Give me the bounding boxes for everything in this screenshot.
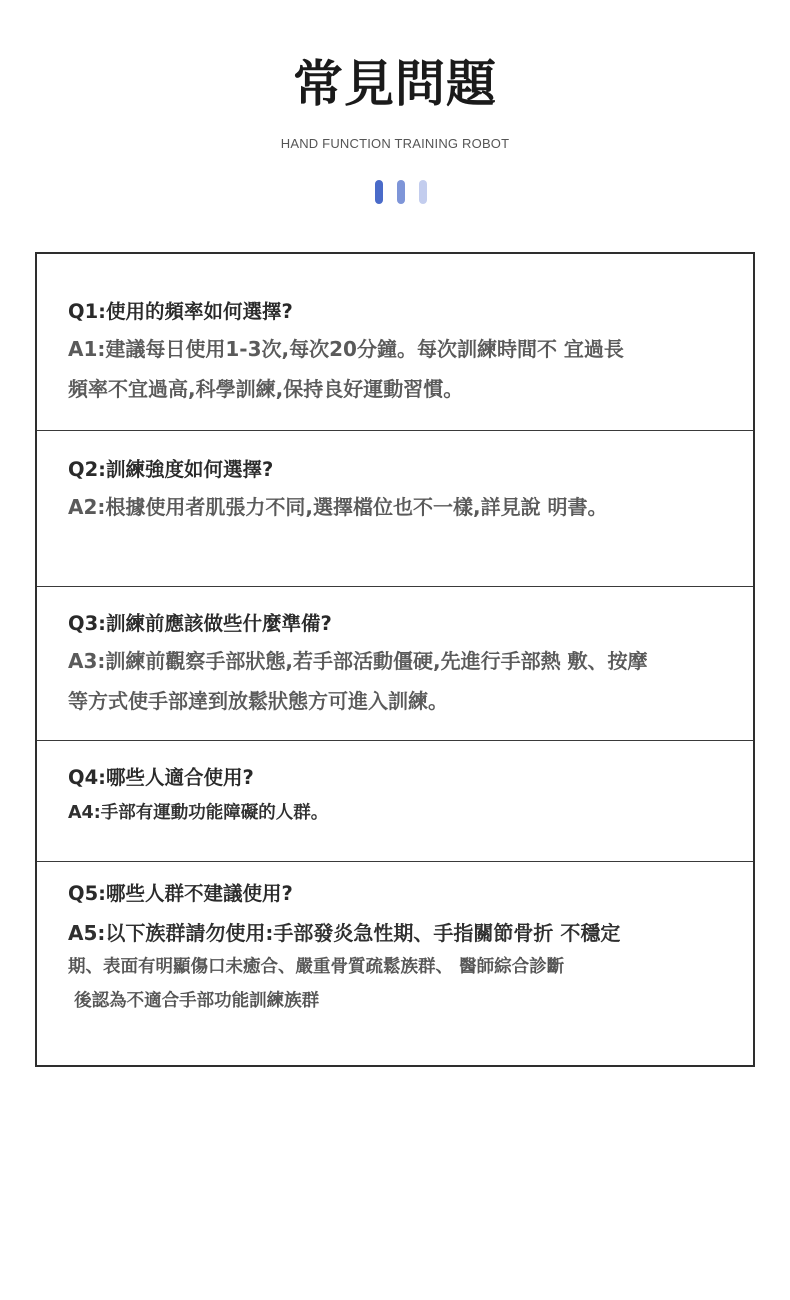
page-subtitle: HAND FUNCTION TRAINING ROBOT — [280, 136, 510, 151]
faq-question-1: Q1:使用的頻率如何選擇? — [68, 300, 293, 323]
faq-question-3: Q3:訓練前應該做些什麼準備? — [68, 612, 332, 635]
faq-answer-2-line-1: A2:根據使用者肌張力不同,選擇檔位也不一樣,詳見說 明書。 — [68, 495, 608, 519]
faq-question-5: Q5:哪些人群不建議使用? — [68, 882, 293, 905]
dot-indicator-1 — [375, 180, 383, 204]
faq-answer-5-line-1: A5:以下族群請勿使用:手部發炎急性期、手指關節骨折 不穩定 — [68, 921, 621, 945]
faq-box — [35, 252, 755, 1067]
faq-answer-1-line-2: 頻率不宜過高,科學訓練,保持良好運動習慣。 — [68, 377, 464, 401]
faq-answer-5-line-2: 期、表面有明顯傷口未癒合、嚴重骨質疏鬆族群、 醫師綜合診斷 — [68, 957, 565, 977]
faq-divider — [37, 586, 753, 587]
faq-item-5 — [37, 880, 753, 1018]
faq-item-4 — [37, 764, 753, 830]
faq-answer-4-line-1: A4:手部有運動功能障礙的人群。 — [68, 803, 329, 823]
faq-item-3 — [37, 610, 753, 718]
dot-indicator-2 — [397, 180, 405, 204]
faq-answer-1-line-1: A1:建議每日使用1-3次,每次20分鐘。每次訓練時間不 宜過長 — [68, 337, 624, 361]
faq-divider — [37, 861, 753, 862]
decorative-dots — [375, 180, 427, 204]
faq-question-2: Q2:訓練強度如何選擇? — [68, 458, 274, 481]
faq-answer-3-line-2: 等方式使手部達到放鬆狀態方可進入訓練。 — [68, 689, 448, 713]
faq-answer-3-line-1: A3:訓練前觀察手部狀態,若手部活動僵硬,先進行手部熱 敷、按摩 — [68, 649, 648, 673]
faq-item-1 — [37, 298, 753, 406]
dot-indicator-3 — [419, 180, 427, 204]
page-title: 常見問題 — [293, 55, 497, 113]
faq-item-2 — [37, 456, 753, 524]
faq-divider — [37, 740, 753, 741]
faq-question-4: Q4:哪些人適合使用? — [68, 766, 254, 789]
faq-divider — [37, 430, 753, 431]
faq-answer-5-line-3: 後認為不適合手部功能訓練族群 — [68, 991, 320, 1011]
